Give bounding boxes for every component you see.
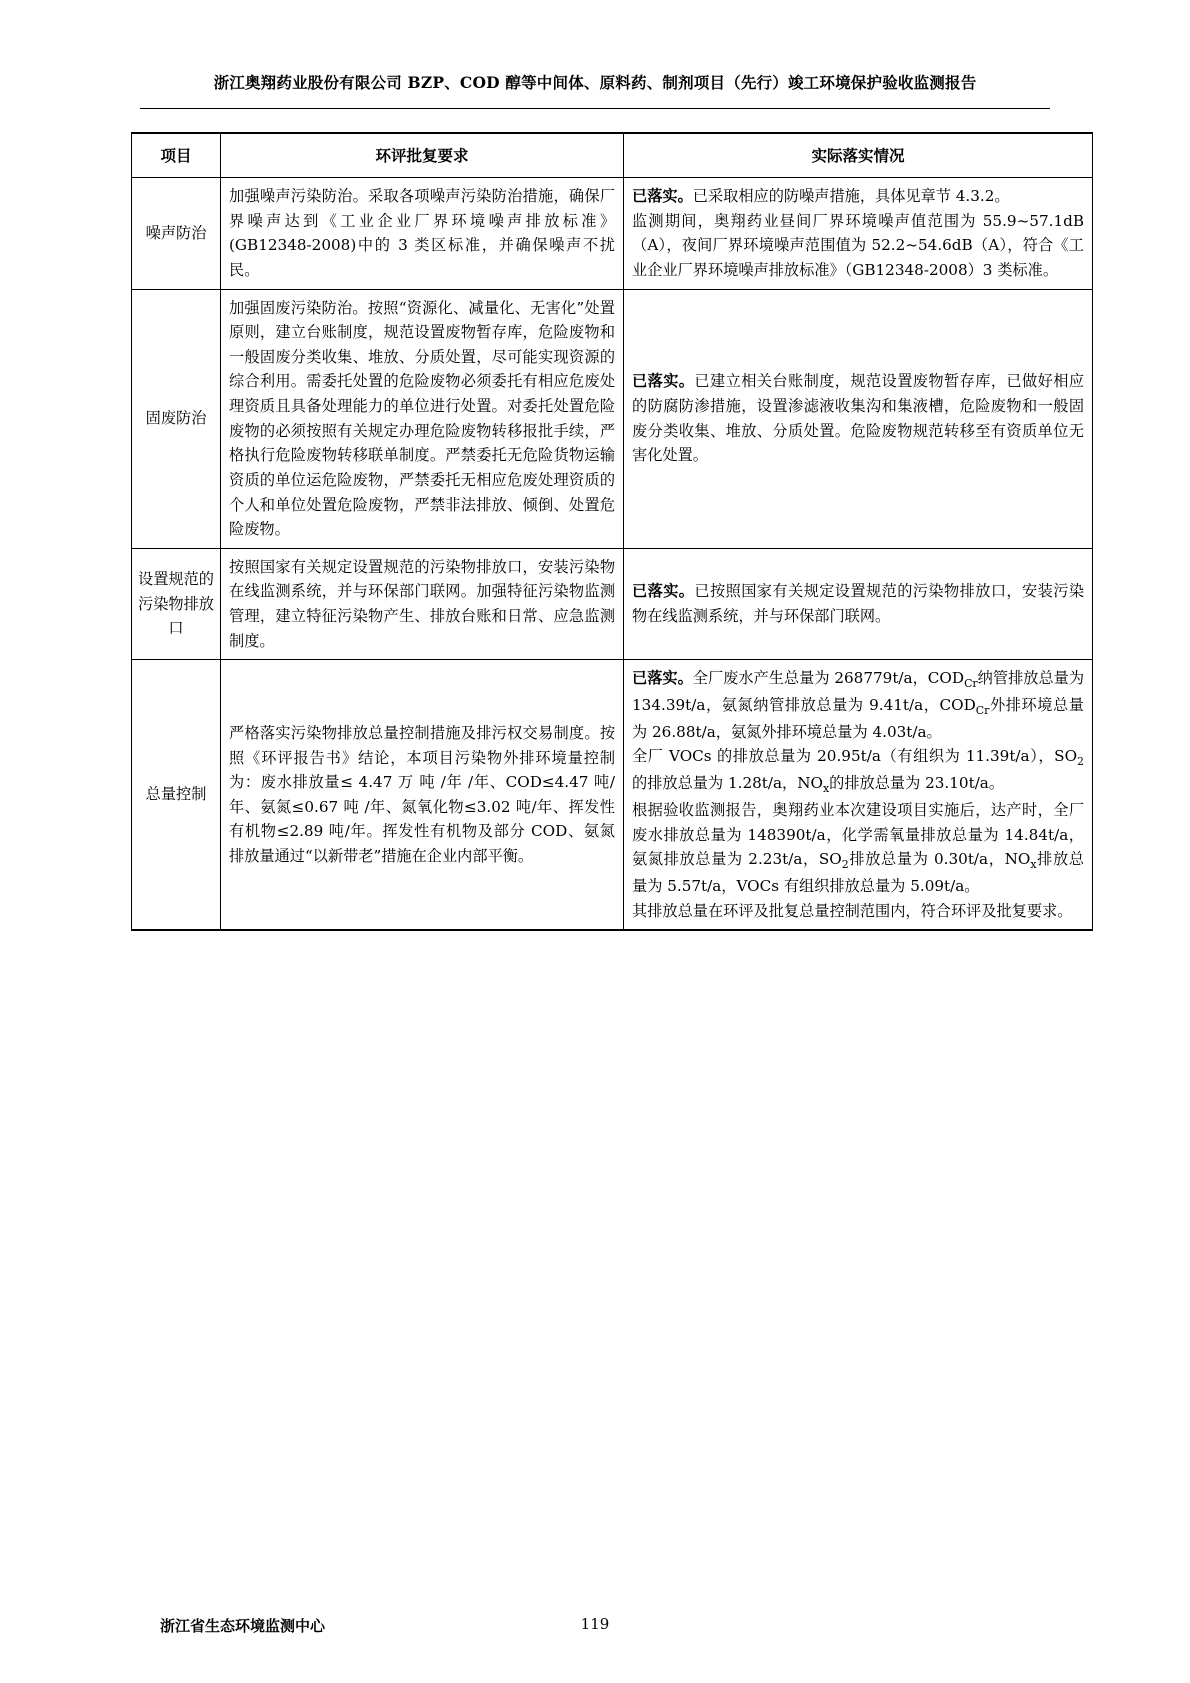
actual-paragraph bbox=[632, 209, 1084, 283]
status-badge: 已落实。 bbox=[632, 187, 693, 206]
table-row bbox=[132, 660, 1093, 930]
actual-text: 已采取相应的防噪声措施，具体见章节 4.3.2。 bbox=[692, 187, 1010, 206]
cell-actual bbox=[624, 178, 1093, 290]
cell-requirement: 加强噪声污染防治。采取各项噪声污染防治措施，确保厂界噪声达到《工业企业厂界环境噪声排放标准》(GB12348-2008)中的 3 类区标准，并确保噪声不扰民。 bbox=[221, 178, 624, 290]
compliance-table-wrapper bbox=[131, 132, 1085, 931]
actual-text: 全厂 VOCs 的排放总量为 20.95t/a（有组织为 11.39t/a），$SO_2$的排放总量为 1.28t/a，$NO_x$的排放总量为 23.10t/a。 bbox=[632, 747, 1084, 796]
header-divider bbox=[140, 108, 1050, 109]
actual-text: 其排放总量在环评及批复总量控制范围内，符合环评及批复要求。 bbox=[632, 901, 1073, 920]
column-header-requirement: 环评批复要求 bbox=[221, 133, 624, 178]
cell-requirement: 加强固废污染防治。按照“资源化、减量化、无害化”处置原则，建立台账制度，规范设置废物暂存库，危险废物和一般固废分类收集、堆放、分质处置，尽可能实现资源的综合利用。需委托处置的危险废物必须委托有相应危废处理资质且具备处理能力的单位进行处置。对委托处置危险废物的必须按照有关规定办理危险废物转移报批手续，严格执行危险废物转移联单制度。严禁委托无危险货物运输资质的单位运危险废物，严禁委托无相应危废处理资质的个人和单位处置危险废物，严禁非法排放、倾倒、处置危险废物。 bbox=[221, 289, 624, 548]
cell-actual bbox=[624, 548, 1093, 660]
actual-paragraph bbox=[632, 579, 1084, 628]
table-header-row bbox=[132, 133, 1093, 178]
actual-text: 根据验收监测报告，奥翔药业本次建设项目实施后，达产时，全厂废水排放总量为 148390t/a，化学需氧量排放总量为 14.84t/a，氨氮排放总量为 2.23t/a，$SO_2$排放总量为 0.30t/a，$NO_x$排放总量为 5.57t/a，VOCs 有组织排放总量为 5.09t/a。 bbox=[632, 800, 1085, 895]
table-row bbox=[132, 548, 1093, 660]
cell-item: 噪声防治 bbox=[132, 178, 221, 290]
cell-requirement: 按照国家有关规定设置规范的污染物排放口，安装污染物在线监测系统，并与环保部门联网。加强特征污染物监测管理，建立特征污染物产生、排放台账和日常、应急监测制度。 bbox=[221, 548, 624, 660]
actual-text: 已建立相关台账制度，规范设置废物暂存库，已做好相应的防腐防渗措施，设置渗滤液收集沟和集液槽，危险废物和一般固废分类收集、堆放、分质处置。危险废物规范转移至有资质单位无害化处置。 bbox=[632, 372, 1085, 465]
footer-organization: 浙江省生态环境监测中心 bbox=[160, 1617, 326, 1635]
status-badge: 已落实。 bbox=[632, 372, 695, 391]
actual-paragraph bbox=[632, 899, 1084, 924]
cell-actual bbox=[624, 289, 1093, 548]
table-row bbox=[132, 289, 1093, 548]
column-header-actual: 实际落实情况 bbox=[624, 133, 1093, 178]
column-header-item: 项目 bbox=[132, 133, 221, 178]
cell-item: 总量控制 bbox=[132, 660, 221, 930]
status-badge: 已落实。 bbox=[632, 669, 693, 688]
actual-paragraph bbox=[632, 744, 1084, 798]
actual-paragraph bbox=[632, 798, 1084, 899]
actual-text: 已按照国家有关规定设置规范的污染物排放口，安装污染物在线监测系统，并与环保部门联网。 bbox=[632, 582, 1085, 626]
actual-text: 监测期间，奥翔药业昼间厂界环境噪声值范围为 55.9~57.1dB（A），夜间厂界环境噪声范围值为 52.2~54.6dB（A），符合《工业企业厂界环境噪声排放标准》（GB12348-2008）3 类标准。 bbox=[632, 211, 1084, 279]
table-row bbox=[132, 178, 1093, 290]
cell-item: 设置规范的污染物排放口 bbox=[132, 548, 221, 660]
actual-paragraph bbox=[632, 666, 1084, 744]
cell-item: 固废防治 bbox=[132, 289, 221, 548]
cell-requirement: 严格落实污染物排放总量控制措施及排污权交易制度。按照《环评报告书》结论，本项目污染物外排环境量控制为：废水排放量≤ 4.47 万 吨 /年 /年、COD≤4.47 吨/年、氨氮≤0.67 吨 /年、氮氧化物≤3.02 吨/年、挥发性有机物≤2.89 吨/年。挥发性有机物及部分 COD、氨氮排放量通过“以新带老”措施在企业内部平衡。 bbox=[221, 660, 624, 930]
actual-paragraph bbox=[632, 369, 1084, 468]
actual-text: 全厂废水产生总量为 268779t/a，$COD_{Cr}$纳管排放总量为 134.39t/a，氨氮纳管排放总量为 9.41t/a，$COD_{Cr}$外排环境总量为 26.88t/a，氨氮外排环境总量为 4.03t/a。 bbox=[632, 669, 1085, 741]
footer-page-number: 119 bbox=[580, 1615, 610, 1633]
actual-paragraph bbox=[632, 184, 1084, 209]
status-badge: 已落实。 bbox=[632, 582, 695, 601]
cell-actual bbox=[624, 660, 1093, 930]
page-header: 浙江奥翔药业股份有限公司 BZP、COD 醇等中间体、原料药、制剂项目（先行）竣工环境保护验收监测报告 bbox=[213, 73, 977, 92]
compliance-table bbox=[131, 132, 1093, 931]
